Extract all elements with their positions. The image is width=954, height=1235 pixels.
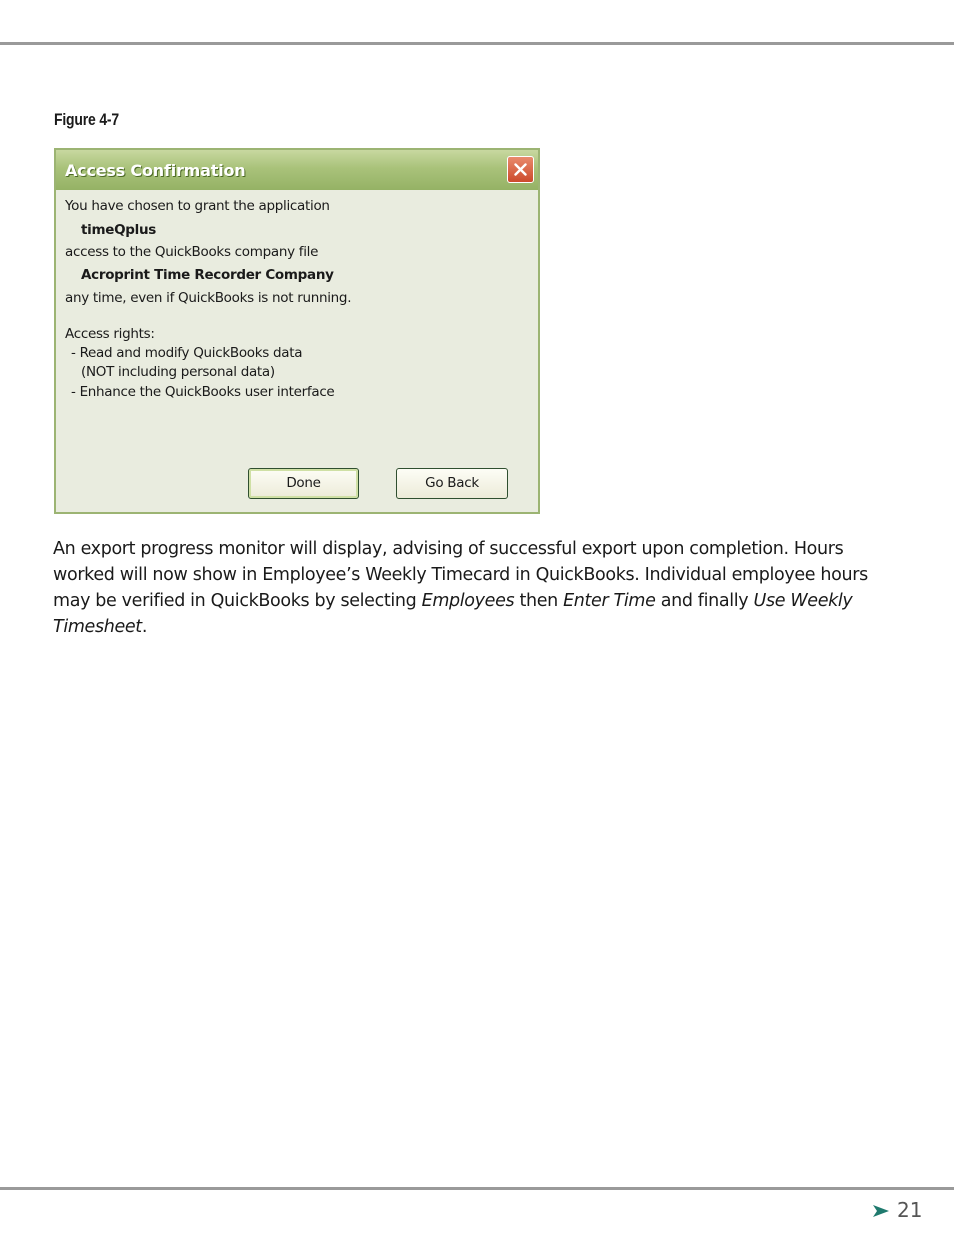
menu-enter-time: Enter Time: [563, 591, 656, 611]
arrow-right-icon: [873, 1205, 889, 1217]
dialog-text-line: any time, even if QuickBooks is not running.: [65, 290, 352, 306]
body-text-segment: and finally: [655, 591, 754, 611]
bottom-rule: [0, 1187, 954, 1190]
dialog-titlebar[interactable]: [56, 150, 538, 190]
figure-label: Figure 4-7: [54, 110, 119, 129]
access-rights-heading: Access rights:: [65, 326, 155, 342]
go-back-button[interactable]: Go Back: [396, 468, 508, 499]
access-right-item: - Read and modify QuickBooks data: [71, 345, 303, 361]
close-icon: [514, 163, 527, 176]
dialog-text-line: You have chosen to grant the application: [65, 198, 330, 214]
menu-use-weekly-timesheet: Use Weekly Timesheet: [53, 591, 853, 637]
body-text-segment: .: [141, 617, 148, 637]
body-paragraph: [53, 536, 873, 640]
access-confirmation-dialog: [54, 148, 540, 514]
company-file-name: Acroprint Time Recorder Company: [81, 267, 334, 283]
menu-employees: Employees: [421, 591, 515, 611]
close-button[interactable]: [507, 156, 534, 183]
dialog-title: Access Confirmation: [65, 161, 246, 180]
body-text-segment: An export progress monitor will display, advising of successful export upon completion. Hours worked will now show in Employee’s Weekly Timecard in QuickBooks. Individual employee hours may be verified in QuickBooks by selecting: [53, 539, 868, 611]
access-right-item: - Enhance the QuickBooks user interface: [71, 384, 335, 400]
page-number: 21: [897, 1198, 923, 1222]
done-button[interactable]: Done: [248, 468, 359, 499]
body-text-segment: then: [514, 591, 564, 611]
top-rule: [0, 42, 954, 45]
application-name: timeQplus: [81, 222, 157, 238]
dialog-text-line: access to the QuickBooks company file: [65, 244, 319, 260]
access-right-note: (NOT including personal data): [81, 364, 275, 380]
